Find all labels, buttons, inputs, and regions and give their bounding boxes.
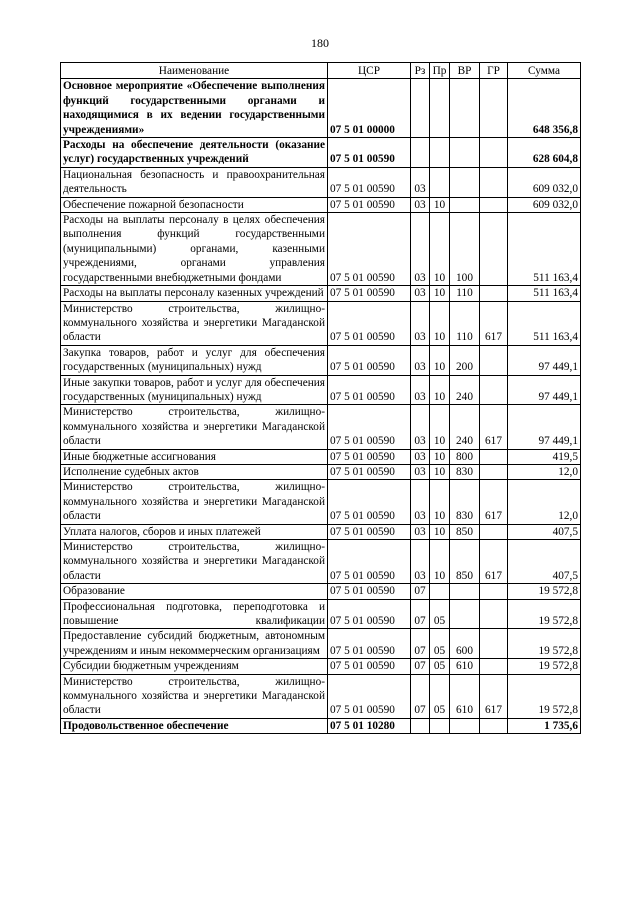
table-row <box>61 286 581 301</box>
row-vr <box>450 79 480 138</box>
row-name: Расходы на обеспечение деятельности (оказание услуг) государственных учреждений <box>61 138 328 168</box>
row-pr: 10 <box>430 449 450 464</box>
row-pr: 10 <box>430 197 450 212</box>
row-name: Национальная безопасность и правоохранительная деятельность <box>61 167 328 197</box>
row-pr: 10 <box>430 524 450 539</box>
row-vr: 800 <box>450 449 480 464</box>
row-gr <box>480 138 508 168</box>
row-vr <box>450 599 480 629</box>
row-csr: 07 5 01 00590 <box>328 659 411 674</box>
row-gr <box>480 584 508 599</box>
row-csr: 07 5 01 00590 <box>328 599 411 629</box>
row-rz <box>411 718 430 733</box>
row-sum: 511 163,4 <box>508 301 581 345</box>
row-name: Расходы на выплаты персоналу казенных учреждений <box>61 286 328 301</box>
row-vr <box>450 197 480 212</box>
row-vr: 110 <box>450 286 480 301</box>
row-gr: 617 <box>480 674 508 718</box>
row-pr: 10 <box>430 301 450 345</box>
row-name: Предоставление субсидий бюджетным, автономным учреждениям и иным некоммерческим организациям <box>61 629 328 659</box>
row-name: Основное мероприятие «Обеспечение выполнения функций государственными органами и находящимися в их ведении государственными учреждениями» <box>61 79 328 138</box>
row-gr <box>480 449 508 464</box>
row-gr <box>480 167 508 197</box>
header-sum: Сумма <box>508 63 581 79</box>
row-vr: 610 <box>450 674 480 718</box>
row-sum: 609 032,0 <box>508 197 581 212</box>
row-rz: 07 <box>411 629 430 659</box>
row-rz: 07 <box>411 584 430 599</box>
header-vr: ВР <box>450 63 480 79</box>
table-row <box>61 718 581 733</box>
table-row <box>61 345 581 375</box>
page-number: 180 <box>311 36 329 50</box>
row-sum: 511 163,4 <box>508 286 581 301</box>
row-name: Расходы на выплаты персоналу в целях обеспечения выполнения функций государственными (муниципальными) органами, казенными учреждениями, органами управления государственными внебюджетными фондами <box>61 213 328 286</box>
row-gr <box>480 345 508 375</box>
table-row <box>61 197 581 212</box>
row-name: Министерство строительства, жилищно-коммунального хозяйства и энергетики Магаданской области <box>61 674 328 718</box>
row-gr <box>480 286 508 301</box>
row-sum: 407,5 <box>508 540 581 584</box>
row-sum: 19 572,8 <box>508 674 581 718</box>
row-vr: 610 <box>450 659 480 674</box>
table-row <box>61 79 581 138</box>
row-vr <box>450 167 480 197</box>
row-sum: 648 356,8 <box>508 79 581 138</box>
row-pr: 05 <box>430 659 450 674</box>
header-name: Наименование <box>61 63 328 79</box>
row-name: Уплата налогов, сборов и иных платежей <box>61 524 328 539</box>
row-name: Министерство строительства, жилищно-коммунального хозяйства и энергетики Магаданской области <box>61 301 328 345</box>
row-sum: 511 163,4 <box>508 213 581 286</box>
row-csr: 07 5 01 00590 <box>328 449 411 464</box>
row-sum: 19 572,8 <box>508 659 581 674</box>
row-sum: 12,0 <box>508 480 581 524</box>
row-csr: 07 5 01 00590 <box>328 197 411 212</box>
table-row <box>61 524 581 539</box>
row-pr: 10 <box>430 405 450 449</box>
row-rz: 03 <box>411 167 430 197</box>
row-pr <box>430 138 450 168</box>
table-header-row <box>61 63 581 79</box>
row-name: Закупка товаров, работ и услуг для обеспечения государственных (муниципальных) нужд <box>61 345 328 375</box>
row-csr: 07 5 01 00590 <box>328 629 411 659</box>
table-row <box>61 449 581 464</box>
row-pr: 05 <box>430 674 450 718</box>
row-gr <box>480 718 508 733</box>
row-csr: 07 5 01 00000 <box>328 79 411 138</box>
row-gr <box>480 629 508 659</box>
row-gr <box>480 213 508 286</box>
row-name: Иные бюджетные ассигнования <box>61 449 328 464</box>
row-csr: 07 5 01 00590 <box>328 524 411 539</box>
row-vr <box>450 584 480 599</box>
row-pr: 10 <box>430 345 450 375</box>
header-rz: Рз <box>411 63 430 79</box>
row-rz <box>411 79 430 138</box>
row-rz: 03 <box>411 213 430 286</box>
table-row <box>61 629 581 659</box>
table-row <box>61 464 581 479</box>
row-gr <box>480 79 508 138</box>
row-pr <box>430 718 450 733</box>
row-rz: 07 <box>411 599 430 629</box>
row-rz: 03 <box>411 345 430 375</box>
table-row <box>61 375 581 405</box>
row-name: Образование <box>61 584 328 599</box>
table-row <box>61 213 581 286</box>
row-pr <box>430 167 450 197</box>
row-pr: 10 <box>430 540 450 584</box>
row-rz: 03 <box>411 286 430 301</box>
row-csr: 07 5 01 00590 <box>328 674 411 718</box>
row-pr: 05 <box>430 629 450 659</box>
row-vr: 830 <box>450 480 480 524</box>
budget-table <box>60 62 581 734</box>
row-gr <box>480 659 508 674</box>
row-csr: 07 5 01 00590 <box>328 138 411 168</box>
row-rz: 03 <box>411 375 430 405</box>
row-rz: 03 <box>411 540 430 584</box>
row-pr: 10 <box>430 213 450 286</box>
table-row <box>61 138 581 168</box>
row-sum: 19 572,8 <box>508 584 581 599</box>
row-sum: 97 449,1 <box>508 405 581 449</box>
row-vr <box>450 718 480 733</box>
row-rz <box>411 138 430 168</box>
row-csr: 07 5 01 00590 <box>328 301 411 345</box>
row-rz: 03 <box>411 464 430 479</box>
row-gr <box>480 599 508 629</box>
row-rz: 03 <box>411 405 430 449</box>
header-pr: Пр <box>430 63 450 79</box>
row-pr: 10 <box>430 375 450 405</box>
row-rz: 03 <box>411 480 430 524</box>
row-name: Министерство строительства, жилищно-коммунального хозяйства и энергетики Магаданской области <box>61 480 328 524</box>
row-csr: 07 5 01 00590 <box>328 480 411 524</box>
row-sum: 19 572,8 <box>508 629 581 659</box>
row-sum: 97 449,1 <box>508 375 581 405</box>
header-csr: ЦСР <box>328 63 411 79</box>
table-row <box>61 540 581 584</box>
row-pr: 10 <box>430 480 450 524</box>
row-name: Исполнение судебных актов <box>61 464 328 479</box>
row-sum: 407,5 <box>508 524 581 539</box>
table-row <box>61 599 581 629</box>
row-vr: 240 <box>450 375 480 405</box>
table-row <box>61 405 581 449</box>
row-name: Субсидии бюджетным учреждениям <box>61 659 328 674</box>
table-row <box>61 480 581 524</box>
row-vr: 850 <box>450 524 480 539</box>
row-csr: 07 5 01 00590 <box>328 584 411 599</box>
row-vr: 200 <box>450 345 480 375</box>
row-gr <box>480 464 508 479</box>
row-pr: 10 <box>430 286 450 301</box>
row-pr: 10 <box>430 464 450 479</box>
row-name: Иные закупки товаров, работ и услуг для обеспечения государственных (муниципальных) нужд <box>61 375 328 405</box>
row-rz: 03 <box>411 301 430 345</box>
row-name: Профессиональная подготовка, переподготовка и повышение квалификации <box>61 599 328 629</box>
row-csr: 07 5 01 00590 <box>328 286 411 301</box>
row-gr: 617 <box>480 480 508 524</box>
row-vr: 600 <box>450 629 480 659</box>
row-name: Министерство строительства, жилищно-коммунального хозяйства и энергетики Магаданской области <box>61 405 328 449</box>
row-vr: 110 <box>450 301 480 345</box>
row-csr: 07 5 01 00590 <box>328 405 411 449</box>
row-sum: 12,0 <box>508 464 581 479</box>
row-rz: 03 <box>411 524 430 539</box>
row-pr <box>430 584 450 599</box>
row-rz: 03 <box>411 449 430 464</box>
row-csr: 07 5 01 00590 <box>328 167 411 197</box>
row-vr: 830 <box>450 464 480 479</box>
row-csr: 07 5 01 00590 <box>328 540 411 584</box>
row-vr: 100 <box>450 213 480 286</box>
row-name: Обеспечение пожарной безопасности <box>61 197 328 212</box>
row-csr: 07 5 01 00590 <box>328 345 411 375</box>
row-vr: 850 <box>450 540 480 584</box>
row-pr: 05 <box>430 599 450 629</box>
row-vr: 240 <box>450 405 480 449</box>
row-vr <box>450 138 480 168</box>
table-row <box>61 674 581 718</box>
row-csr: 07 5 01 00590 <box>328 464 411 479</box>
row-csr: 07 5 01 00590 <box>328 213 411 286</box>
row-sum: 19 572,8 <box>508 599 581 629</box>
row-gr <box>480 197 508 212</box>
row-rz: 07 <box>411 659 430 674</box>
table-row <box>61 659 581 674</box>
table-row <box>61 167 581 197</box>
row-pr <box>430 79 450 138</box>
row-rz: 03 <box>411 197 430 212</box>
row-sum: 628 604,8 <box>508 138 581 168</box>
row-csr: 07 5 01 10280 <box>328 718 411 733</box>
table-row <box>61 584 581 599</box>
row-sum: 1 735,6 <box>508 718 581 733</box>
row-name: Министерство строительства, жилищно-коммунального хозяйства и энергетики Магаданской области <box>61 540 328 584</box>
row-csr: 07 5 01 00590 <box>328 375 411 405</box>
row-gr <box>480 524 508 539</box>
row-gr: 617 <box>480 301 508 345</box>
row-sum: 609 032,0 <box>508 167 581 197</box>
row-name: Продовольственное обеспечение <box>61 718 328 733</box>
row-sum: 419,5 <box>508 449 581 464</box>
header-gr: ГР <box>480 63 508 79</box>
row-rz: 07 <box>411 674 430 718</box>
table-row <box>61 301 581 345</box>
row-gr <box>480 375 508 405</box>
row-gr: 617 <box>480 540 508 584</box>
row-sum: 97 449,1 <box>508 345 581 375</box>
row-gr: 617 <box>480 405 508 449</box>
